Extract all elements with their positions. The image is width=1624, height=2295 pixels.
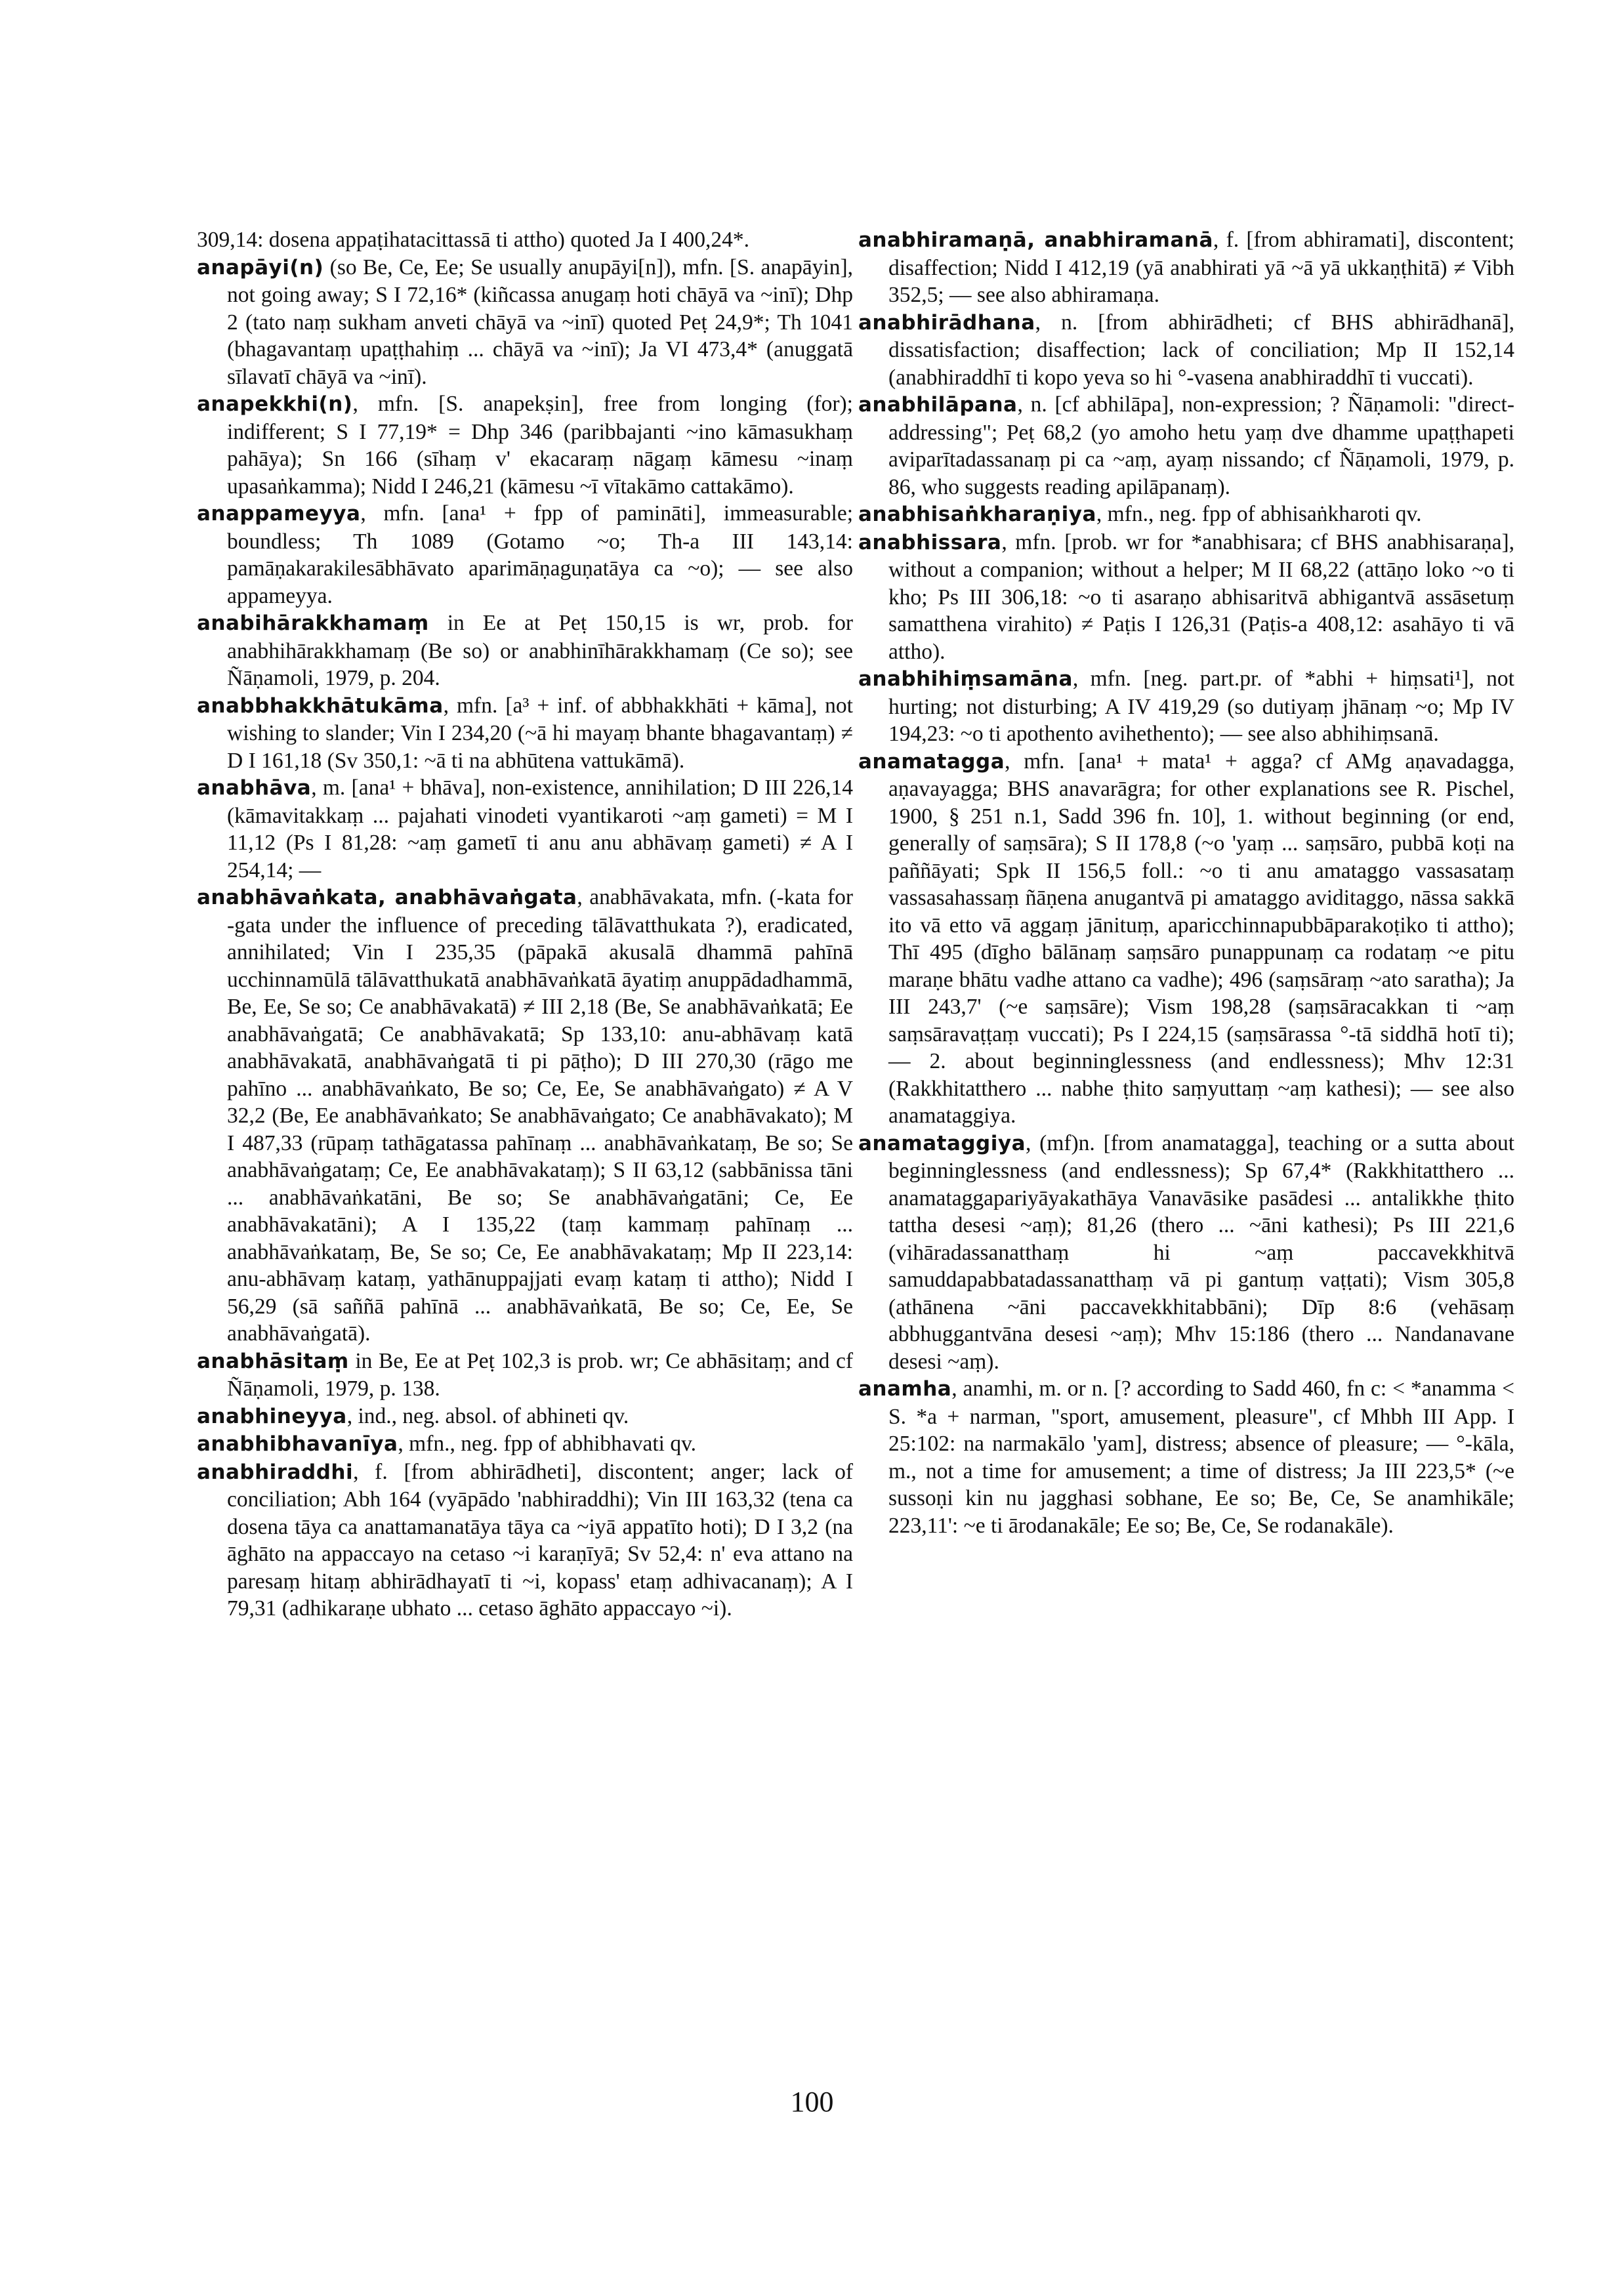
entry-text: , m. [ana¹ + bhāva], non-existence, annihilation; D III 226,14 (kāmavitakkaṃ ... pajahati vinodeti vyantikaroti ~aṃ gameti) = M I 11,12 (Ps I 81,28: ~aṃ gametī ti anu anu abhāvaṃ gameti) ≠ A I 254,14; — xyxy=(227,775,853,882)
entry-text: , mfn. [a³ + inf. of abbhakkhāti + kāma], not wishing to slander; Vin I 234,20 (~ā hi mayaṃ bhante bhagavantaṃ) ≠ D I 161,18 (Sv 350,1: ~ā ti na abhūtena vattukāmā). xyxy=(227,693,853,773)
entry-headword: anapāyi(n) xyxy=(197,255,324,279)
entry-text: , ind., neg. absol. of abhineti qv. xyxy=(346,1403,629,1428)
dictionary-entry xyxy=(197,500,853,610)
right-column xyxy=(858,226,1514,1539)
dictionary-entry xyxy=(197,1458,853,1623)
dictionary-entry xyxy=(197,254,853,391)
dictionary-entry xyxy=(858,1130,1514,1376)
entry-text: in Be, Ee at Peṭ 102,3 is prob. wr; Ce abhāsitaṃ; and cf Ñāṇamoli, 1979, p. 138. xyxy=(227,1348,853,1401)
entry-headword: anabhilāpana xyxy=(858,393,1018,417)
entry-text: (so Be, Ce, Ee; Se usually anupāyi[n]), mfn. [S. anapāyin], not going away; S I 72,16* (kiñcassa anugaṃ hoti chāyā va ~inī); Dhp 2 (tato naṃ sukham anveti chāyā va ~inī) quoted Peṭ 24,9*; Th 1041 (bhagavantaṃ upaṭṭhahiṃ ... chāyā va ~inī); Ja VI 473,4* (anuggatā sīlavatī chāyā va ~inī). xyxy=(227,255,853,389)
dictionary-entry xyxy=(197,390,853,500)
page-number: 100 xyxy=(790,2086,834,2118)
entry-headword: anabhiramaṇā, anabhiramanā xyxy=(858,228,1213,252)
entry-headword: anabbhakkhātukāma xyxy=(197,693,444,718)
entry-headword: anapekkhi(n) xyxy=(197,392,353,416)
dictionary-entry xyxy=(858,748,1514,1130)
entry-text: in Ee at Peṭ 150,15 is wr, prob. for anabhihārakkhamaṃ (Be so) or anabhinīhārakkhamaṃ (Ce so); see Ñāṇamoli, 1979, p. 204. xyxy=(227,611,853,690)
entry-text: , n. [from abhirādheti; cf BHS abhirādhanā], dissatisfaction; disaffection; lack of conciliation; Mp II 152,14 (anabhiraddhī ti kopo yeva so hi °-vasena anabhiraddhī ti vuccati). xyxy=(888,310,1514,390)
entry-text: , mfn. [neg. part.pr. of *abhi + hiṃsati¹], not hurting; not disturbing; A IV 419,29 (so dutiyaṃ jhānaṃ ~o; Mp IV 194,23: ~o ti apothento avihethento); — see also abhihiṃsanā. xyxy=(888,667,1514,746)
entry-text: 309,14: dosena appaṭihatacittassā ti attho) quoted Ja I 400,24*. xyxy=(197,228,749,252)
entry-headword: anabhisaṅkharaṇiya xyxy=(858,503,1096,526)
dictionary-entry xyxy=(197,610,853,692)
entry-text: , n. [cf abhilāpa], non-expression; ? Ñāṇamoli: "direct-addressing"; Peṭ 68,2 (yo amoho hetu yaṃ dve dhamme upaṭṭhapeti aviparītadassanaṃ pi ca ~aṃ, ayaṃ nissando; cf Ñāṇamoli, 1979, p. 86, who suggests reading apilāpanaṃ). xyxy=(888,392,1514,499)
dictionary-entry xyxy=(197,884,853,1348)
entry-text: , anamhi, m. or n. [? according to Sadd 460, fn c: < *anamma < S. *a + narman, "sport, amusement, pleasure", cf Mhbh III App. I 25:102: na narmakālo 'yam], distress; absence of pleasure; — °-kāla, m., not a time for amusement; a time of distress; Ja III 223,5* (~e sussoṇi kin nu jagghasi sobhane, Ee so; Be, Ce, Se anamhikāle; 223,11': ~e ti ārodanakāle; Ee so; Be, Ce, Se rodanakāle). xyxy=(888,1376,1514,1538)
dictionary-entry xyxy=(197,226,853,254)
entry-text: , mfn. [ana¹ + mata¹ + agga? cf AMg aṇavadagga, aṇavayagga; BHS anavarāgra; for other explanations see R. Pischel, 1900, § 251 n.1, Sadd 396 fn. 10], 1. without beginning (or end, generally of saṃsāra); S II 178,8 (~o 'yaṃ ... saṃsāro, pubbā koṭi na paññāyati; Spk II 156,5 foll.: ~o ti anu amataggo vassasataṃ vassasahassaṃ ñāṇena anugantvā pi amataggo aviditaggo, nāssa sakkā ito vā etto vā aggaṃ jānituṃ, aparicchinnapubbāparakoṭiko ti attho); Thī 495 (dīgho bālānaṃ saṃsāro punappunaṃ ca rodataṃ ~e pitu maraṇe bhātu vadhe attano ca vadhe); 496 (saṃsāraṃ ~ato saratha); Ja III 243,7' (~e saṃsāre); Vism 198,28 (saṃsāracakkan ti ~aṃ saṃsāravaṭṭaṃ vuccati); Ps I 224,15 (saṃsārassa °-tā siddhā hotī ti); — 2. about beginninglessness (and endlessness); Mhv 12:31 (Rakkhitatthero ... nabhe ṭhito saṃyuttaṃ ~aṃ kathesi); — see also anamataggiya. xyxy=(888,749,1514,1128)
dictionary-entry xyxy=(858,391,1514,501)
dictionary-entry xyxy=(858,309,1514,392)
entry-headword: anabhissara xyxy=(858,530,1002,554)
entry-headword: anamha xyxy=(858,1377,952,1401)
entry-headword: anabhirādhana xyxy=(858,310,1035,335)
dictionary-entry xyxy=(858,665,1514,748)
entry-text: , (mf)n. [from anamatagga], teaching or a sutta about beginninglessness (and endlessness); Sp 67,4* (Rakkhitatthero ... anamataggapariyāyakathāya Vanavāsike pasādesi ... antalikkhe ṭhito tattha desesi ~aṃ); 81,26 (thero ... ~āni kathesi); Ps III 221,6 (vihāradassanatthaṃ hi ~aṃ paccavekkhitvā samuddapabbatadassanatthaṃ vā pi gantuṃ vaṭṭati); Vism 305,8 (athānena ~āni paccavekkhitabbāni); Dīp 8:6 (vehāsaṃ abbhuggantvāna desesi ~aṃ); Mhv 15:186 (thero ... Nandanavane desesi ~aṃ). xyxy=(888,1130,1514,1374)
dictionary-entry xyxy=(197,1403,853,1431)
entry-text: , mfn. [prob. wr for *anabhisara; cf BHS anabhisaraṇa], without a companion; without a helper; M II 68,22 (attāṇo loko ~o ti kho; Ps III 306,18: ~o ti asaraṇo abhisaritvā abhigantvā assāsetuṃ samatthena virahito) ≠ Paṭis I 126,31 (Paṭis-a 408,12: asahāyo ti vā attho). xyxy=(888,529,1514,664)
entry-headword: anamataggiya xyxy=(858,1131,1026,1155)
entry-text: , anabhāvakata, mfn. (-kata for -gata under the influence of preceding tālāvatthukata ?), eradicated, annihilated; Vin I 235,35 (pāpakā akusalā dhammā pahīnā ucchinnamūlā tālāvatthukatā anabhāvaṅkatā āyatiṃ anuppādadhammā, Be, Ee, Se so; Ce anabhāvakatā) ≠ III 2,18 (Be, Se anabhāvaṅkatā; Ee anabhāvaṅgatā; Ce anabhāvakatā; Sp 133,10: anu-abhāvaṃ katā anabhāvakatā, anabhāvaṅgatā ti pi pāṭho); D III 270,30 (rāgo me pahīno ... anabhāvaṅkato, Be so; Ce, Ee, Se anabhāvaṅgato) ≠ A V 32,2 (Be, Ee anabhāvaṅkato; Se anabhāvaṅgato; Ce anabhāvakato); M I 487,33 (rūpaṃ tathāgatassa pahīnaṃ ... anabhāvaṅkataṃ, Be so; Se anabhāvaṅgataṃ; Ce, Ee anabhāvakataṃ); S II 63,12 (sabbānissa tāni ... anabhāvaṅkatāni, Be so; Se anabhāvaṅgatāni; Ce, Ee anabhāvakatāni); A I 135,22 (taṃ kammaṃ pahīnaṃ ... anabhāvaṅkataṃ, Be, Se so; Ce, Ee anabhāvakataṃ; Mp II 223,14: anu-abhāvaṃ kataṃ, yathānuppajjati evaṃ kataṃ ti attho); Nidd I 56,29 (sā saññā pahīnā ... anabhāvaṅkatā, Be so; Ce, Ee, Se anabhāvaṅgatā). xyxy=(227,885,853,1346)
entry-headword: anabhineyya xyxy=(197,1404,347,1428)
dictionary-entry xyxy=(858,226,1514,309)
entry-text: , mfn., neg. fpp of abhisaṅkharoti qv. xyxy=(1096,502,1422,526)
dictionary-entry xyxy=(858,529,1514,666)
entry-text: , mfn. [S. anapekṣin], free from longing (for); indifferent; S I 77,19* = Dhp 346 (paribbajanti ~ino kāmasukhaṃ pahāya); Sn 166 (sīhaṃ v' ekacaraṃ nāgaṃ kāmesu ~inaṃ upasaṅkamma); Nidd I 246,21 (kāmesu ~ī vītakāmo cattakāmo). xyxy=(227,392,853,499)
entry-headword: anabhiraddhi xyxy=(197,1460,354,1484)
entry-headword: anabhāsitaṃ xyxy=(197,1349,349,1373)
dictionary-entry xyxy=(858,1375,1514,1539)
entry-headword: anabhāvaṅkata, anabhāvaṅgata xyxy=(197,886,577,909)
entry-headword: anabhāva xyxy=(197,776,312,800)
dictionary-entry xyxy=(197,1430,853,1458)
entry-text: , f. [from abhiramati], discontent; disaffection; Nidd I 412,19 (yā anabhirati yā ~ā yā ukkaṇṭhitā) ≠ Vibh 352,5; — see also abhiramaṇa. xyxy=(888,228,1514,307)
dictionary-entry xyxy=(858,501,1514,529)
left-column xyxy=(197,226,853,1623)
dictionary-entry xyxy=(197,692,853,775)
dictionary-entry xyxy=(197,1348,853,1403)
entry-headword: anabihārakkhamaṃ xyxy=(197,611,429,635)
entry-text: , mfn., neg. fpp of abhibhavati qv. xyxy=(398,1432,697,1456)
entry-text: , f. [from abhirādheti], discontent; anger; lack of conciliation; Abh 164 (vyāpādo 'nabhiraddhi); Vin III 163,32 (tena ca dosena tāya ca anattamanatāya tāya ca ~iyā appatīto hoti); D I 3,2 (na āghāto na appaccayo na cetaso ~i karaṇīyā; Sv 52,4: n' eva attano na paresaṃ hitaṃ abhirādhayatī ti ~i, kopass' etaṃ adhivacanaṃ); A I 79,31 (adhikaraṇe ubhato ... cetaso āghāto appaccayo ~i). xyxy=(227,1459,853,1621)
entry-headword: anabhibhavanīya xyxy=(197,1432,398,1456)
entry-headword: anamatagga xyxy=(858,749,1005,774)
entry-headword: anabhihiṃsamāna xyxy=(858,667,1073,691)
entry-text: , mfn. [ana¹ + fpp of pamināti], immeasurable; boundless; Th 1089 (Gotamo ~o; Th-a III 143,14: pamāṇakarakilesābhāvato aparimāṇaguṇatāya ca ~o); — see also appameyya. xyxy=(227,501,853,608)
dictionary-entry xyxy=(197,774,853,884)
entry-headword: anappameyya xyxy=(197,502,361,526)
